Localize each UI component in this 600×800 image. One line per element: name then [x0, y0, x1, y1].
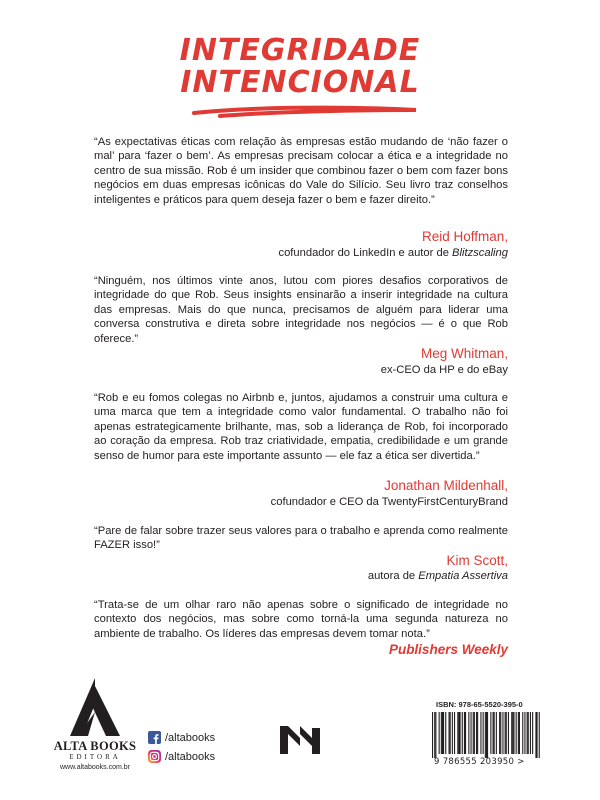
alta-books-logo-mark: [48, 676, 142, 738]
endorsement-quote-2: “Ninguém, nos últimos vinte anos, lutou com piores desafios corporativos de integridade do que Rob. Seus insights ensinarão a inserir integridade na cultura das empresas. Mais do que nunca, precisamos de alguém para liderar uma conversa construtiva e direta sobre integridade nos negócios — é o que Rob oferece.”: [94, 275, 508, 345]
endorsement-role-2: ex-CEO da HP e do eBay: [380, 364, 508, 376]
imprint-logo: [280, 720, 320, 756]
barcode-image: [432, 712, 544, 758]
book-title-line-2: INTENCIONAL: [180, 65, 420, 100]
book-title-line-1: INTEGRIDADE: [179, 33, 421, 68]
endorsement-author-3: Jonathan Mildenhall,: [384, 478, 508, 493]
endorsement-quote-1: “As expectativas éticas com relação às empresas estão mudando de ‘não fazer o mal’ para ‘fazer o bem’. As empresas precisam colocar a ética e a integridade no centro de sua missão. Rob é um insider que combinou fazer o bem com fazer bons negócios em duas empresas icônicas do Vale do Silício. Seu livro traz conselhos inteligentes e práticos para quem deseja fazer o bem e fazer direito.”: [94, 136, 508, 206]
title-underline-stroke: [190, 104, 420, 118]
endorsement-quote-4: “Pare de falar sobre trazer seus valores para o trabalho e aprenda como realmente FAZER isso!”: [94, 525, 508, 552]
endorsement-author-2: Meg Whitman,: [420, 346, 508, 361]
isbn-number: ISBN: 978-65-5520-395-0: [436, 700, 523, 709]
instagram-handle: /altabooks: [148, 750, 215, 763]
facebook-handle: /altabooks: [148, 731, 215, 744]
endorsement-role-3: cofundador e CEO da TwentyFirstCenturyBrand: [270, 496, 508, 508]
endorsement-author-4: Kim Scott,: [446, 553, 508, 568]
endorsement-role-4: autora de Empatia Assertiva: [367, 570, 508, 582]
endorsement-quote-3: “Rob e eu fomos colegas no Airbnb e, juntos, ajudamos a construir uma cultura e uma marca que tem a integridade como valor fundamental. O trabalho não foi apenas estrategicamente brilhante, mas, sob a liderança de Rob, foi incorporado ao coração da empresa. Rob traz criatividade, empatia, credibilidade e um grande senso de humor para este importante assunto — ele faz a ética ser divertida.”: [94, 392, 508, 462]
publisher-subtitle: EDITORA: [69, 753, 121, 761]
endorsement-author-1: Reid Hoffman,: [421, 229, 508, 244]
instagram-icon: [148, 750, 161, 763]
barcode-digits: 9 786555 203950 >: [434, 757, 525, 767]
endorsement-role-1: cofundador do LinkedIn e autor de Blitzscaling: [278, 247, 508, 259]
publisher-url: www.altabooks.com.br: [59, 764, 131, 771]
facebook-icon: [148, 731, 161, 744]
publisher-name: ALTA BOOKS: [53, 739, 137, 753]
endorsement-source-5: Publishers Weekly: [388, 642, 508, 657]
endorsement-quote-5: “Trata-se de um olhar raro não apenas sobre o significado de integridade no contexto dos negócios, mas sobre como torná-la uma segunda natureza no ambiente de trabalho. Os líderes das empresas devem tomar nota.”: [94, 599, 508, 640]
